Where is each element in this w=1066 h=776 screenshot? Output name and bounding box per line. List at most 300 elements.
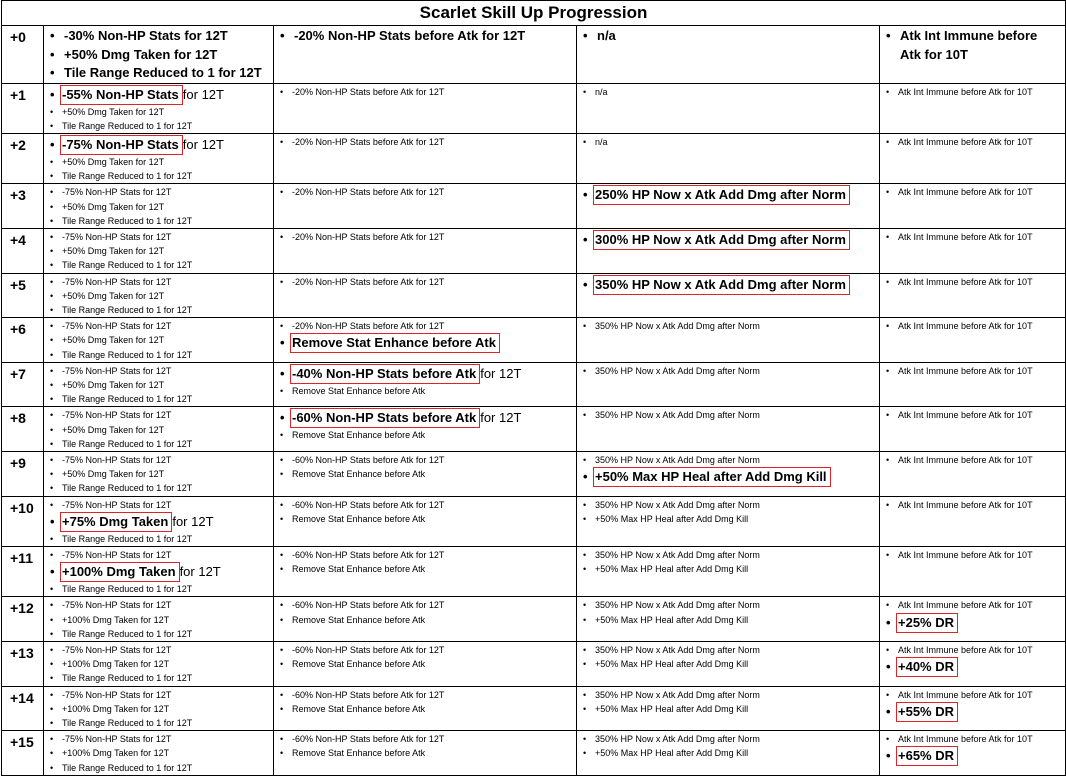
effect-cell xyxy=(44,228,274,273)
effect-line xyxy=(280,230,576,244)
effect-line xyxy=(886,548,1065,562)
effect-cell xyxy=(880,597,1066,642)
bullet-icon: • xyxy=(583,614,587,625)
bullet-icon: • xyxy=(583,410,587,421)
bullet-icon: • xyxy=(50,321,54,332)
highlighted-effect: +65% DR xyxy=(896,746,958,766)
effect-text: -60% Non-HP Stats before Atk for 12T xyxy=(292,549,445,560)
bullet-icon: • xyxy=(50,394,54,405)
bullet-icon: • xyxy=(50,201,54,212)
bullet-icon: • xyxy=(50,410,54,421)
bullet-icon: • xyxy=(50,379,54,390)
effect-text: 350% HP Now x Atk Add Dmg after Norm xyxy=(595,549,760,560)
bullet-icon: • xyxy=(280,28,285,43)
bullet-icon: • xyxy=(583,689,587,700)
effect-cell xyxy=(880,451,1066,496)
effect-cell xyxy=(274,642,577,687)
table-row xyxy=(2,597,1066,642)
effect-text: Remove Stat Enhance before Atk xyxy=(292,659,426,670)
bullet-icon: • xyxy=(50,703,54,714)
bullet-icon: • xyxy=(886,276,890,287)
bullet-icon: • xyxy=(50,718,54,729)
bullet-icon: • xyxy=(50,171,54,182)
effect-line xyxy=(280,185,576,199)
bullet-icon: • xyxy=(280,187,284,198)
effect-cell xyxy=(44,407,274,452)
bullet-icon: • xyxy=(280,734,284,745)
effect-line xyxy=(50,364,273,378)
effect-line xyxy=(583,613,879,627)
effect-cell xyxy=(577,318,880,363)
effect-cell xyxy=(880,273,1066,318)
bullet-icon: • xyxy=(280,513,284,524)
effect-line xyxy=(280,702,576,716)
effect-cell xyxy=(44,133,274,183)
effect-cell xyxy=(274,228,577,273)
effect-text: -60% Non-HP Stats before Atk for 12T xyxy=(292,454,445,465)
effect-text: Tile Range Reduced to 1 for 12T xyxy=(64,65,262,80)
effect-cell xyxy=(880,496,1066,546)
effect-line xyxy=(280,613,576,627)
bullet-icon: • xyxy=(280,748,284,759)
effect-cell xyxy=(274,731,577,776)
effect-line xyxy=(583,732,879,746)
bullet-icon: • xyxy=(50,564,55,580)
effect-line xyxy=(583,275,879,295)
effect-line xyxy=(50,761,273,775)
highlighted-effect: -40% Non-HP Stats before Atk xyxy=(290,364,480,384)
effect-line xyxy=(50,46,273,65)
bullet-icon: • xyxy=(886,659,891,675)
effect-text: +50% Dmg Taken for 12T xyxy=(62,201,165,212)
effect-text: -75% Non-HP Stats for 12T xyxy=(62,454,172,465)
table-title: Scarlet Skill Up Progression xyxy=(2,1,1066,26)
effect-cell xyxy=(274,318,577,363)
bullet-icon: • xyxy=(583,365,587,376)
effect-line xyxy=(50,532,273,546)
table-row xyxy=(2,318,1066,363)
level-cell: +13 xyxy=(2,642,44,687)
bullet-icon: • xyxy=(280,276,284,287)
effect-line xyxy=(886,732,1065,746)
bullet-icon: • xyxy=(583,600,587,611)
effect-text: -60% Non-HP Stats before Atk for 12T xyxy=(292,645,445,655)
bullet-icon: • xyxy=(50,276,54,287)
level-cell: +15 xyxy=(2,731,44,776)
bullet-icon: • xyxy=(50,549,54,560)
effect-text: Remove Stat Enhance before Atk xyxy=(292,513,426,524)
effect-line xyxy=(50,613,273,627)
effect-text: -20% Non-HP Stats before Atk for 12T xyxy=(294,28,526,43)
effect-line xyxy=(886,364,1065,378)
effect-line xyxy=(50,512,273,532)
effect-duration: for 12T xyxy=(172,513,214,529)
effect-text: 350% HP Now x Atk Add Dmg after Norm xyxy=(595,365,760,376)
effect-line xyxy=(50,746,273,760)
effect-cell xyxy=(274,362,577,407)
bullet-icon: • xyxy=(50,673,54,684)
effect-line xyxy=(50,85,273,105)
effect-text: 350% HP Now x Atk Add Dmg after Norm xyxy=(595,645,760,655)
effect-line xyxy=(583,657,879,671)
table-row xyxy=(2,642,1066,687)
effect-line xyxy=(50,319,273,333)
effect-line xyxy=(583,135,879,149)
effect-text: Atk Int Immune before Atk for 10T xyxy=(898,86,1033,97)
table-row xyxy=(2,26,1066,84)
effect-line xyxy=(583,364,879,378)
effect-text: Tile Range Reduced to 1 for 12T xyxy=(62,304,193,315)
effect-text: -20% Non-HP Stats before Atk for 12T xyxy=(292,86,445,97)
effect-text: Atk Int Immune before Atk for 10T xyxy=(898,549,1033,560)
bullet-icon: • xyxy=(280,321,284,332)
effect-text: +50% Dmg Taken for 12T xyxy=(62,106,165,117)
effect-text: +50% Dmg Taken for 12T xyxy=(62,424,165,435)
effect-text: Atk Int Immune before xyxy=(900,28,1038,43)
bullet-icon: • xyxy=(280,410,285,426)
bullet-icon: • xyxy=(583,231,588,247)
level-cell: +1 xyxy=(2,83,44,133)
bullet-icon: • xyxy=(280,365,285,381)
effect-cell xyxy=(274,83,577,133)
effect-cell xyxy=(44,362,274,407)
bullet-icon: • xyxy=(50,499,54,510)
effect-line xyxy=(583,562,879,576)
effect-cell xyxy=(880,83,1066,133)
effect-line xyxy=(886,746,1065,766)
effect-text: -75% Non-HP Stats for 12T xyxy=(62,499,172,510)
effect-text: 350% HP Now x Atk Add Dmg after Norm xyxy=(595,499,760,510)
effect-line xyxy=(583,702,879,716)
bullet-icon: • xyxy=(50,438,54,449)
effect-cell xyxy=(44,318,274,363)
bullet-icon: • xyxy=(886,321,890,332)
bullet-icon: • xyxy=(50,260,54,271)
level-cell: +11 xyxy=(2,546,44,596)
effect-line xyxy=(886,453,1065,467)
effect-cell xyxy=(880,546,1066,596)
effect-text: Atk Int Immune before Atk for 10T xyxy=(898,276,1033,287)
effect-line xyxy=(50,408,273,422)
bullet-icon: • xyxy=(583,659,587,670)
effect-line xyxy=(50,643,273,657)
effect-text: n/a xyxy=(597,28,616,43)
effect-text: -75% Non-HP Stats for 12T xyxy=(62,276,172,287)
bullet-icon: • xyxy=(50,136,55,152)
effect-line xyxy=(886,27,1065,46)
bullet-icon: • xyxy=(50,584,54,595)
effect-text: +50% Max HP Heal after Add Dmg Kill xyxy=(595,703,749,714)
title-row xyxy=(2,1,1066,26)
bullet-icon: • xyxy=(50,65,55,80)
bullet-icon: • xyxy=(280,335,285,351)
effect-text: 350% HP Now x Atk Add Dmg after Norm xyxy=(595,410,760,421)
bullet-icon: • xyxy=(50,614,54,625)
bullet-icon: • xyxy=(50,600,54,611)
effect-line xyxy=(886,702,1065,722)
highlighted-effect: 250% HP Now x Atk Add Dmg after Norm xyxy=(593,185,850,205)
effect-text: Tile Range Reduced to 1 for 12T xyxy=(62,584,193,595)
bullet-icon: • xyxy=(886,614,891,630)
effect-text: Tile Range Reduced to 1 for 12T xyxy=(62,628,193,639)
effect-line xyxy=(280,27,576,46)
effect-line xyxy=(50,258,273,272)
effect-line xyxy=(280,598,576,612)
effect-cell xyxy=(44,184,274,229)
effect-cell xyxy=(44,496,274,546)
bullet-icon: • xyxy=(886,231,890,242)
effect-line xyxy=(583,408,879,422)
effect-text: Tile Range Reduced to 1 for 12T xyxy=(62,120,193,131)
effect-cell xyxy=(274,407,577,452)
effect-text: n/a xyxy=(595,86,608,97)
effect-text: -75% Non-HP Stats for 12T xyxy=(62,549,172,560)
effect-cell xyxy=(880,731,1066,776)
level-cell: +5 xyxy=(2,273,44,318)
effect-cell xyxy=(577,686,880,731)
effect-duration: for 12T xyxy=(182,136,224,152)
bullet-icon: • xyxy=(280,385,284,396)
effect-line xyxy=(50,27,273,46)
effect-text: +50% Dmg Taken for 12T xyxy=(64,46,218,62)
effect-line xyxy=(886,688,1065,702)
effect-line xyxy=(280,275,576,289)
effect-cell xyxy=(577,26,880,84)
bullet-icon: • xyxy=(886,703,891,719)
bullet-icon: • xyxy=(886,28,891,43)
effect-cell xyxy=(880,133,1066,183)
bullet-icon: • xyxy=(280,549,284,560)
skill-progression-table xyxy=(1,0,1066,776)
bullet-icon: • xyxy=(50,469,54,480)
effect-text: -30% Non-HP Stats for 12T xyxy=(64,28,228,43)
effect-line xyxy=(50,119,273,133)
effect-line xyxy=(886,275,1065,289)
effect-line xyxy=(280,688,576,702)
effect-line xyxy=(280,428,576,442)
effect-line xyxy=(280,732,576,746)
bullet-icon: • xyxy=(583,187,588,203)
effect-cell xyxy=(577,642,880,687)
effect-line xyxy=(50,582,273,596)
bullet-icon: • xyxy=(50,424,54,435)
effect-line xyxy=(886,185,1065,199)
bullet-icon: • xyxy=(280,136,284,147)
effect-duration: for 12T xyxy=(179,564,221,580)
effect-text: -60% Non-HP Stats before Atk for 12T xyxy=(292,689,445,700)
highlighted-effect: +100% Dmg Taken xyxy=(60,562,180,582)
bullet-icon: • xyxy=(50,628,54,639)
effect-text: Remove Stat Enhance before Atk xyxy=(292,430,426,441)
highlighted-effect: 300% HP Now x Atk Add Dmg after Norm xyxy=(593,230,850,250)
effect-duration: for 12T xyxy=(182,86,224,102)
table-row xyxy=(2,407,1066,452)
highlighted-effect: +75% Dmg Taken xyxy=(60,512,172,532)
effect-text: Atk Int Immune before Atk for 10T xyxy=(898,410,1033,421)
effect-line xyxy=(50,348,273,362)
effect-cell xyxy=(880,228,1066,273)
effect-text: +50% Max HP Heal after Add Dmg Kill xyxy=(595,748,749,759)
effect-duration: for 12T xyxy=(480,410,522,426)
bullet-icon: • xyxy=(50,689,54,700)
effect-text: Tile Range Reduced to 1 for 12T xyxy=(62,394,193,405)
effect-line xyxy=(50,333,273,347)
effect-text: -75% Non-HP Stats for 12T xyxy=(62,321,172,332)
effect-text: -60% Non-HP Stats before Atk for 12T xyxy=(292,600,445,611)
highlighted-effect: 350% HP Now x Atk Add Dmg after Norm xyxy=(593,275,850,295)
effect-line xyxy=(280,364,576,384)
level-cell: +12 xyxy=(2,597,44,642)
table-row xyxy=(2,496,1066,546)
bullet-icon: • xyxy=(50,762,54,773)
effect-text: +50% Max HP Heal after Add Dmg Kill xyxy=(595,659,749,670)
bullet-icon: • xyxy=(886,600,890,611)
bullet-icon: • xyxy=(50,231,54,242)
effect-cell xyxy=(577,362,880,407)
effect-text: Tile Range Reduced to 1 for 12T xyxy=(62,215,193,226)
bullet-icon: • xyxy=(50,246,54,257)
effect-cell xyxy=(577,451,880,496)
effect-text: Atk for 10T xyxy=(900,46,968,62)
effect-text: -75% Non-HP Stats for 12T xyxy=(62,365,172,376)
effect-text: n/a xyxy=(595,136,608,147)
effect-text: 350% HP Now x Atk Add Dmg after Norm xyxy=(595,321,760,332)
bullet-icon: • xyxy=(886,365,890,376)
bullet-icon: • xyxy=(280,689,284,700)
bullet-icon: • xyxy=(583,734,587,745)
effect-line xyxy=(50,481,273,495)
effect-text: +50% Dmg Taken for 12T xyxy=(62,246,165,257)
effect-line xyxy=(280,319,576,333)
bullet-icon: • xyxy=(50,106,54,117)
effect-line xyxy=(886,46,1065,65)
level-cell: +6 xyxy=(2,318,44,363)
effect-text: Tile Range Reduced to 1 for 12T xyxy=(62,260,193,271)
bullet-icon: • xyxy=(886,549,890,560)
effect-line xyxy=(50,378,273,392)
effect-line xyxy=(50,657,273,671)
effect-text: Atk Int Immune before Atk for 10T xyxy=(898,734,1033,745)
bullet-icon: • xyxy=(50,734,54,745)
effect-cell xyxy=(577,546,880,596)
level-cell: +4 xyxy=(2,228,44,273)
table-row xyxy=(2,228,1066,273)
effect-line xyxy=(50,303,273,317)
effect-text: Atk Int Immune before Atk for 10T xyxy=(898,499,1033,510)
table-row xyxy=(2,546,1066,596)
table-row xyxy=(2,133,1066,183)
effect-cell xyxy=(274,133,577,183)
effect-text: -20% Non-HP Stats before Atk for 12T xyxy=(292,187,445,198)
effect-text: -75% Non-HP Stats for 12T xyxy=(62,734,172,745)
effect-text: -20% Non-HP Stats before Atk for 12T xyxy=(292,231,445,242)
bullet-icon: • xyxy=(50,454,54,465)
effect-line xyxy=(50,105,273,119)
effect-text: Tile Range Reduced to 1 for 12T xyxy=(62,533,193,544)
bullet-icon: • xyxy=(280,430,284,441)
effect-line xyxy=(886,230,1065,244)
effect-text: -75% Non-HP Stats for 12T xyxy=(62,689,172,700)
effect-line xyxy=(50,548,273,562)
effect-text: +100% Dmg Taken for 12T xyxy=(62,703,170,714)
effect-line xyxy=(886,498,1065,512)
effect-line xyxy=(583,643,879,657)
effect-line xyxy=(280,548,576,562)
effect-line xyxy=(583,27,879,46)
effect-cell xyxy=(274,184,577,229)
level-cell: +3 xyxy=(2,184,44,229)
bullet-icon: • xyxy=(50,483,54,494)
level-cell: +8 xyxy=(2,407,44,452)
bullet-icon: • xyxy=(50,304,54,315)
effect-text: Atk Int Immune before Atk for 10T xyxy=(898,321,1033,332)
bullet-icon: • xyxy=(50,156,54,167)
bullet-icon: • xyxy=(583,748,587,759)
effect-cell xyxy=(44,642,274,687)
effect-line xyxy=(280,85,576,99)
effect-line xyxy=(583,498,879,512)
effect-text: Remove Stat Enhance before Atk xyxy=(292,564,426,575)
bullet-icon: • xyxy=(583,564,587,575)
effect-cell xyxy=(880,184,1066,229)
effect-line xyxy=(50,562,273,582)
effect-cell xyxy=(44,686,274,731)
bullet-icon: • xyxy=(583,499,587,510)
effect-line xyxy=(583,512,879,526)
bullet-icon: • xyxy=(583,645,587,655)
bullet-icon: • xyxy=(886,410,890,421)
effect-text: Atk Int Immune before Atk for 10T xyxy=(898,454,1033,465)
effect-line xyxy=(583,453,879,467)
effect-text: +100% Dmg Taken for 12T xyxy=(62,614,170,625)
effect-text: +50% Dmg Taken for 12T xyxy=(62,290,165,301)
effect-line xyxy=(583,598,879,612)
bullet-icon: • xyxy=(886,748,891,764)
bullet-icon: • xyxy=(280,614,284,625)
effect-cell xyxy=(577,273,880,318)
effect-line xyxy=(50,702,273,716)
effect-cell xyxy=(274,546,577,596)
effect-text: 350% HP Now x Atk Add Dmg after Norm xyxy=(595,454,760,465)
effect-line xyxy=(280,135,576,149)
effect-line xyxy=(886,613,1065,633)
effect-cell xyxy=(274,26,577,84)
effect-text: Tile Range Reduced to 1 for 12T xyxy=(62,673,193,684)
bullet-icon: • xyxy=(886,499,890,510)
effect-line xyxy=(280,643,576,657)
effect-cell xyxy=(44,26,274,84)
effect-line xyxy=(583,746,879,760)
bullet-icon: • xyxy=(50,46,55,62)
effect-cell xyxy=(880,362,1066,407)
table-row xyxy=(2,273,1066,318)
effect-line xyxy=(583,467,879,487)
effect-line xyxy=(280,512,576,526)
effect-cell xyxy=(274,686,577,731)
effect-text: Remove Stat Enhance before Atk xyxy=(292,748,426,759)
effect-line xyxy=(50,275,273,289)
table-row xyxy=(2,686,1066,731)
effect-cell xyxy=(577,597,880,642)
effect-text: Atk Int Immune before Atk for 10T xyxy=(898,600,1033,611)
effect-text: +50% Max HP Heal after Add Dmg Kill xyxy=(595,614,749,625)
effect-text: Atk Int Immune before Atk for 10T xyxy=(898,231,1033,242)
effect-text: Atk Int Immune before Atk for 10T xyxy=(898,187,1033,198)
effect-cell xyxy=(274,451,577,496)
effect-text: 350% HP Now x Atk Add Dmg after Norm xyxy=(595,734,760,745)
effect-line xyxy=(50,169,273,183)
effect-cell xyxy=(44,83,274,133)
